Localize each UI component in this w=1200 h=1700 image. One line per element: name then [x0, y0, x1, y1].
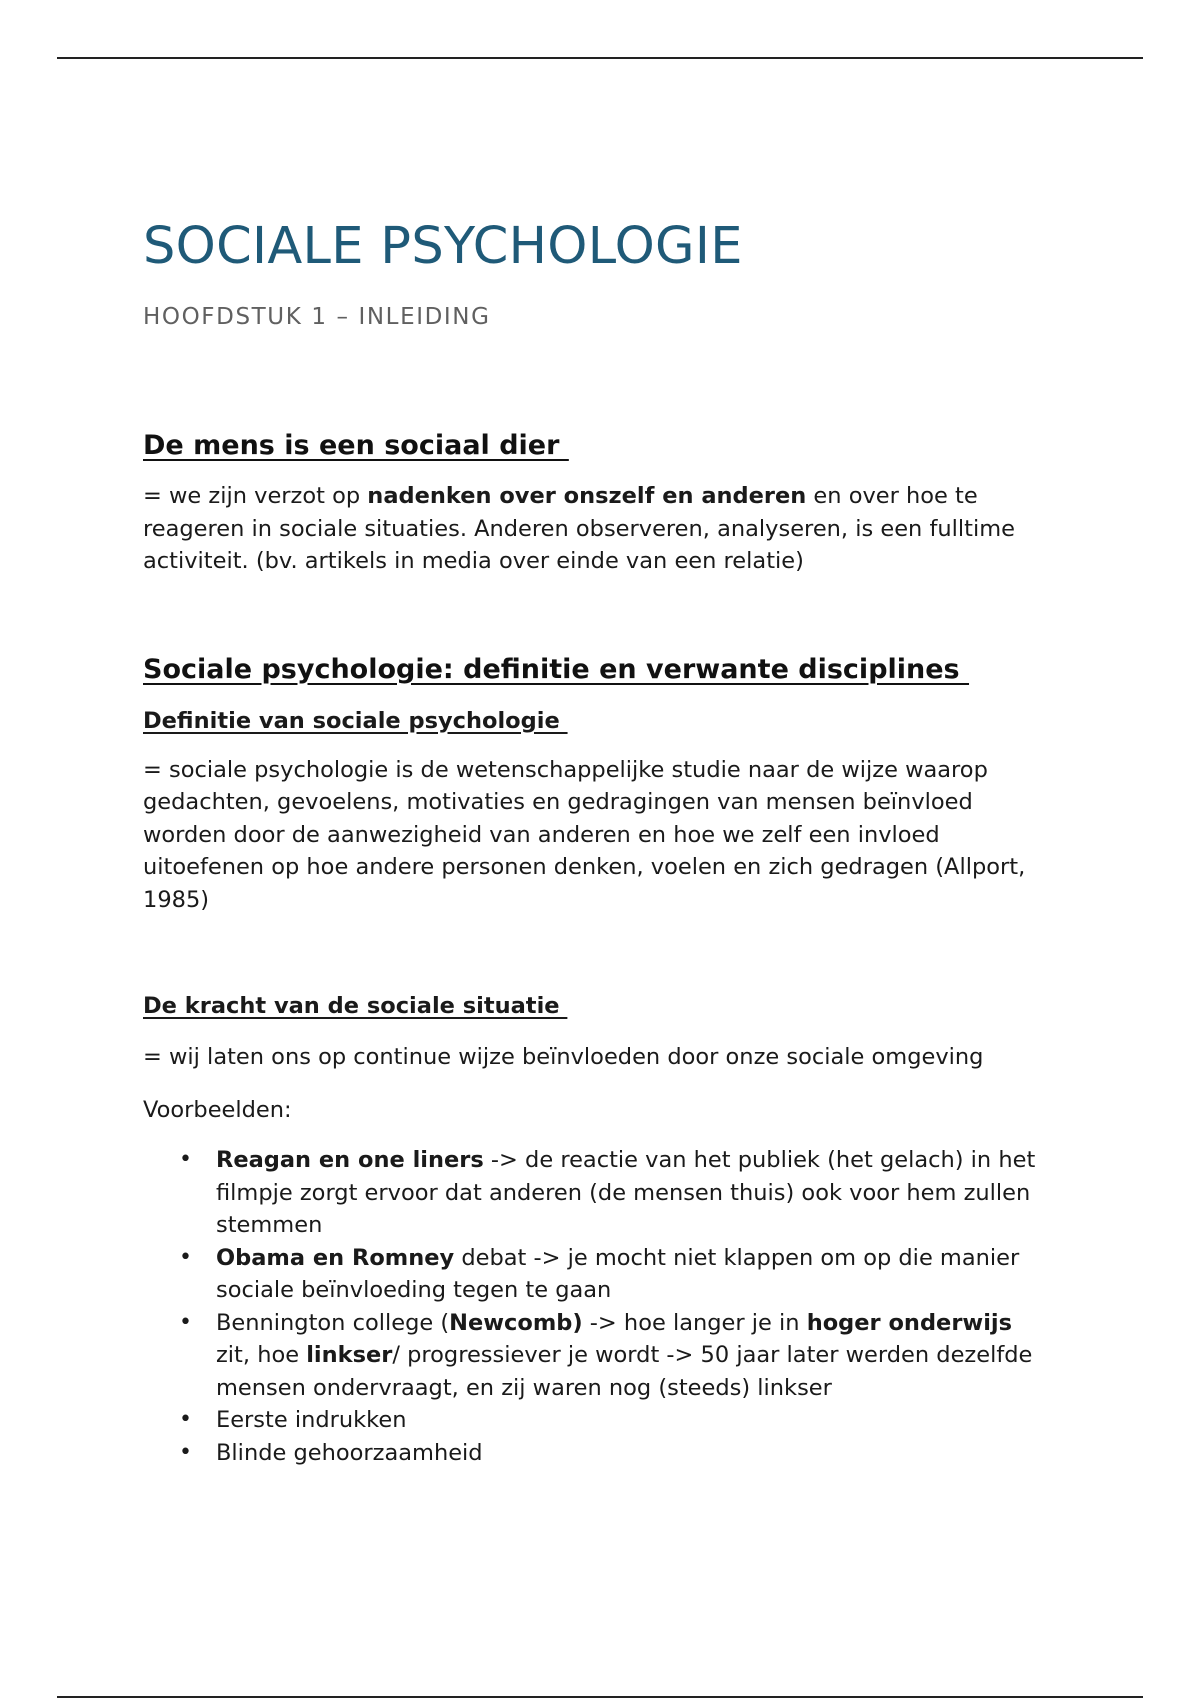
examples-label: Voorbeelden:	[143, 1096, 292, 1123]
bullet-icon: •	[179, 1244, 192, 1270]
bullet-icon: •	[179, 1407, 192, 1432]
bullet-icon: •	[179, 1439, 192, 1465]
section-heading-sociaal-dier: De mens is een sociaal dier	[143, 430, 569, 461]
list-item	[143, 1404, 1046, 1437]
document-title: SOCIALE PSYCHOLOGIE	[143, 217, 743, 276]
section-paragraph-sociaal-dier	[143, 480, 1063, 578]
item-text: Blinde gehoorzaamheid	[216, 1439, 483, 1466]
item-bold-text: Newcomb)	[449, 1309, 583, 1336]
examples-list	[143, 1144, 1063, 1469]
section-heading-definitie: Sociale psychologie: definitie en verwante disciplines	[143, 653, 970, 685]
item-text: Eerste indrukken	[216, 1407, 407, 1433]
page-top-rule	[57, 57, 1143, 59]
subheading-kracht-sociale-situatie: De kracht van de sociale situatie	[143, 993, 568, 1019]
subheading-definitie: Definitie van sociale psychologie	[143, 707, 568, 734]
document-subtitle: HOOFDSTUK 1 – INLEIDING	[143, 304, 491, 330]
definition-paragraph: = sociale psychologie is de wetenschappelijke studie naar de wijze waarop gedachten, gevoelens, motivaties en gedragingen van mensen beïnvloed worden door de aanwezigheid van anderen en hoe we zelf een invloed uitoefenen op hoe andere personen denken, voelen en zich gedragen (Allport, 1985)	[143, 756, 1026, 913]
paragraph-bold-text: nadenken over onszelf en anderen	[367, 483, 807, 509]
page-bottom-rule	[57, 1696, 1143, 1698]
item-bold-text: Reagan en one liners	[216, 1147, 484, 1173]
item-bold-text: linkser	[306, 1342, 393, 1368]
item-text: -> de reactie van het publiek (het gelach) in het filmpje zorgt ervoor dat anderen (de mensen thuis) ook voor hem zullen stemmen	[216, 1147, 1036, 1238]
paragraph-text: = we zijn verzot op	[143, 483, 368, 509]
bullet-icon: •	[179, 1147, 192, 1172]
item-text: zit, hoe	[216, 1342, 307, 1368]
item-text: -> hoe langer je in	[582, 1309, 807, 1336]
item-text: Bennington college (	[216, 1309, 450, 1336]
list-item	[143, 1144, 1046, 1242]
item-text: debat -> je mocht niet klappen om op die manier sociale beïnvloeding tegen te gaan	[216, 1244, 1020, 1303]
document-body	[143, 212, 1063, 1469]
bullet-icon: •	[179, 1309, 192, 1335]
item-text: / progressiever je wordt -> 50 jaar later werden dezelfde mensen ondervraagt, en zij waren nog (steeds) linkser	[216, 1342, 1033, 1401]
list-item	[143, 1437, 1046, 1470]
paragraph-text: en over hoe te reageren in sociale situaties. Anderen observeren, analyseren, is een fulltime activiteit. (bv. artikels in media over einde van een relatie)	[143, 483, 1015, 574]
kracht-paragraph: = wij laten ons op continue wijze beïnvloeden door onze sociale omgeving	[143, 1044, 984, 1070]
item-bold-text: hoger onderwijs	[806, 1309, 1013, 1336]
item-bold-text: Obama en Romney	[216, 1244, 455, 1271]
list-item	[143, 1242, 1046, 1307]
list-item	[143, 1307, 1046, 1405]
